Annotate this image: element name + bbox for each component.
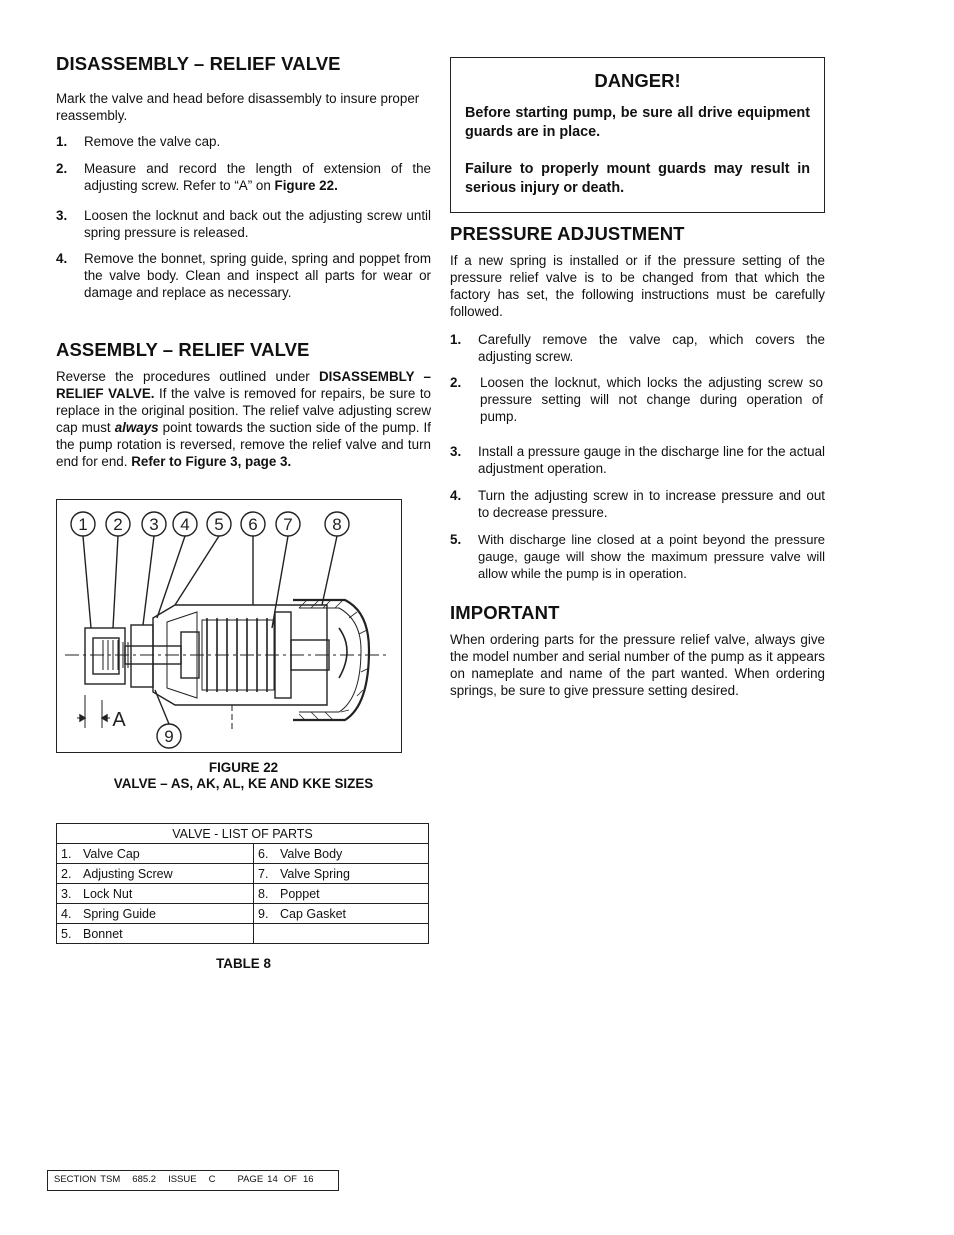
footer-section: TSM — [100, 1174, 121, 1185]
disassembly-step-3 — [56, 207, 431, 241]
callout-6: 6 — [248, 515, 258, 534]
step-text: Install a pressure gauge in the discharge line for the actual adjustment operation. — [478, 444, 825, 476]
step-text-wrap — [84, 160, 431, 194]
callout-9: 9 — [164, 727, 174, 746]
pressure-step-1 — [450, 331, 825, 365]
table-cell: 1. Valve Cap — [57, 844, 254, 864]
pressure-intro: If a new spring is installed or if the pressure setting of the pressure relief valve is to be changed from that which the factory has set, the following instructions must be carefully followed. — [450, 253, 825, 319]
figure-number: FIGURE 22 — [208, 760, 279, 775]
important-heading: IMPORTANT — [450, 602, 560, 623]
table-cell: 4. Spring Guide — [57, 904, 254, 924]
disassembly-step-4 — [56, 250, 431, 301]
step-number: 4. — [450, 488, 462, 503]
assembly-figure-ref: Refer to Figure 3, page 3. — [131, 454, 292, 469]
step-text: Measure and record the length of extension of the adjusting screw. Refer to “A” on — [84, 161, 431, 193]
step-text: Remove the valve cap. — [84, 134, 221, 149]
assembly-emphasis: always — [114, 420, 159, 435]
pressure-step-3 — [450, 443, 825, 477]
danger-title: DANGER! — [594, 70, 681, 91]
table-cell: 9. Cap Gasket — [254, 904, 429, 924]
parts-table — [56, 823, 429, 944]
parts-table-header: VALVE - LIST OF PARTS — [57, 824, 429, 844]
callout-8: 8 — [332, 515, 342, 534]
table-cell — [254, 924, 429, 944]
table-cell: 3. Lock Nut — [57, 884, 254, 904]
callout-3: 3 — [149, 515, 159, 534]
table-cell: 6. Valve Body — [254, 844, 429, 864]
assembly-text: If the valve is removed for repairs, be sure to replace in the original position. The relief valve adjusting screw cap must — [56, 386, 431, 435]
assembly-heading: ASSEMBLY – RELIEF VALVE — [56, 339, 310, 360]
table-cell: 8. Poppet — [254, 884, 429, 904]
callout-4: 4 — [180, 515, 190, 534]
valve-cross-section-drawing — [57, 500, 401, 752]
figure-title: VALVE – AS, AK, AL, KE AND KKE SIZES — [113, 776, 374, 791]
step-text: Loosen the locknut and back out the adjusting screw until spring pressure is released. — [84, 208, 431, 240]
disassembly-heading: DISASSEMBLY – RELIEF VALVE — [56, 53, 341, 74]
danger-text-1: Before starting pump, be sure all drive equipment guards are in place. — [465, 105, 810, 140]
assembly-text: point towards the suction side of the pump. If the pump rotation is reversed, remove the relief valve and turn end for end. — [56, 420, 431, 469]
pressure-heading: PRESSURE ADJUSTMENT — [450, 223, 685, 244]
step-text: Remove the bonnet, spring guide, spring and poppet from the valve body. Clean and inspect all parts for wear or damage and replace as necessary. — [84, 251, 431, 300]
page-footer — [47, 1170, 339, 1191]
footer-total: 16 — [302, 1174, 314, 1185]
danger-text-2: Failure to properly mount guards may result in serious injury or death. — [465, 161, 810, 196]
step-number: 1. — [450, 332, 462, 347]
step-number: 3. — [450, 444, 462, 459]
step-number: 5. — [450, 532, 462, 547]
step-text: Loosen the locknut, which locks the adjusting screw so pressure setting will not change during operation of pump. — [480, 375, 823, 424]
footer-section-label: SECTION — [54, 1174, 97, 1185]
dimension-a-label: A — [112, 709, 126, 731]
figure-reference: Figure 22. — [274, 178, 338, 193]
callout-1: 1 — [78, 515, 88, 534]
step-number: 2. — [56, 161, 68, 176]
callout-2: 2 — [113, 515, 123, 534]
assembly-paragraph — [56, 368, 431, 470]
step-number: 1. — [56, 134, 68, 149]
table-caption: TABLE 8 — [216, 956, 271, 971]
callout-5: 5 — [214, 515, 224, 534]
valve-figure — [56, 499, 402, 753]
pressure-step-4 — [450, 487, 825, 521]
footer-issue-label: ISSUE — [168, 1174, 197, 1185]
table-row — [57, 904, 429, 924]
table-row — [57, 844, 429, 864]
table-cell: 5. Bonnet — [57, 924, 254, 944]
callout-7: 7 — [283, 515, 293, 534]
table-cell: 7. Valve Spring — [254, 864, 429, 884]
important-text: When ordering parts for the pressure relief valve, always give the model number and serial number of the pump as it appears on nameplate and name of the part wanted. When ordering springs, be sure to give pressure setting desired. — [450, 632, 825, 698]
footer-page: 14 — [267, 1174, 278, 1185]
footer-issue: C — [208, 1174, 216, 1185]
step-text: Carefully remove the valve cap, which covers the adjusting screw. — [478, 332, 825, 364]
table-row — [57, 864, 429, 884]
step-text: Turn the adjusting screw in to increase pressure and out to decrease pressure. — [478, 488, 825, 520]
table-row — [57, 884, 429, 904]
footer-of-label: OF — [283, 1174, 297, 1185]
pressure-step-5 — [450, 531, 825, 582]
danger-box — [450, 57, 825, 213]
table-cell: 2. Adjusting Screw — [57, 864, 254, 884]
step-number: 2. — [450, 375, 462, 390]
figure-caption — [56, 760, 431, 792]
table-row — [57, 924, 429, 944]
disassembly-step-2 — [56, 160, 431, 194]
pressure-step-2 — [450, 374, 823, 425]
step-text: With discharge line closed at a point beyond the pressure gauge, gauge will show the maximum pressure valve will allow while the pump is in operation. — [478, 532, 825, 581]
assembly-text: Reverse the procedures outlined under — [56, 369, 320, 384]
footer-page-label: PAGE — [237, 1174, 264, 1185]
disassembly-step-1 — [56, 133, 431, 150]
footer-number: 685.2 — [132, 1174, 157, 1185]
step-number: 4. — [56, 251, 68, 266]
step-number: 3. — [56, 208, 68, 223]
assembly-bold-ref: DISASSEMBLY – RELIEF VALVE. — [56, 369, 431, 401]
disassembly-intro: Mark the valve and head before disassembly to insure proper reassembly. — [56, 91, 420, 123]
